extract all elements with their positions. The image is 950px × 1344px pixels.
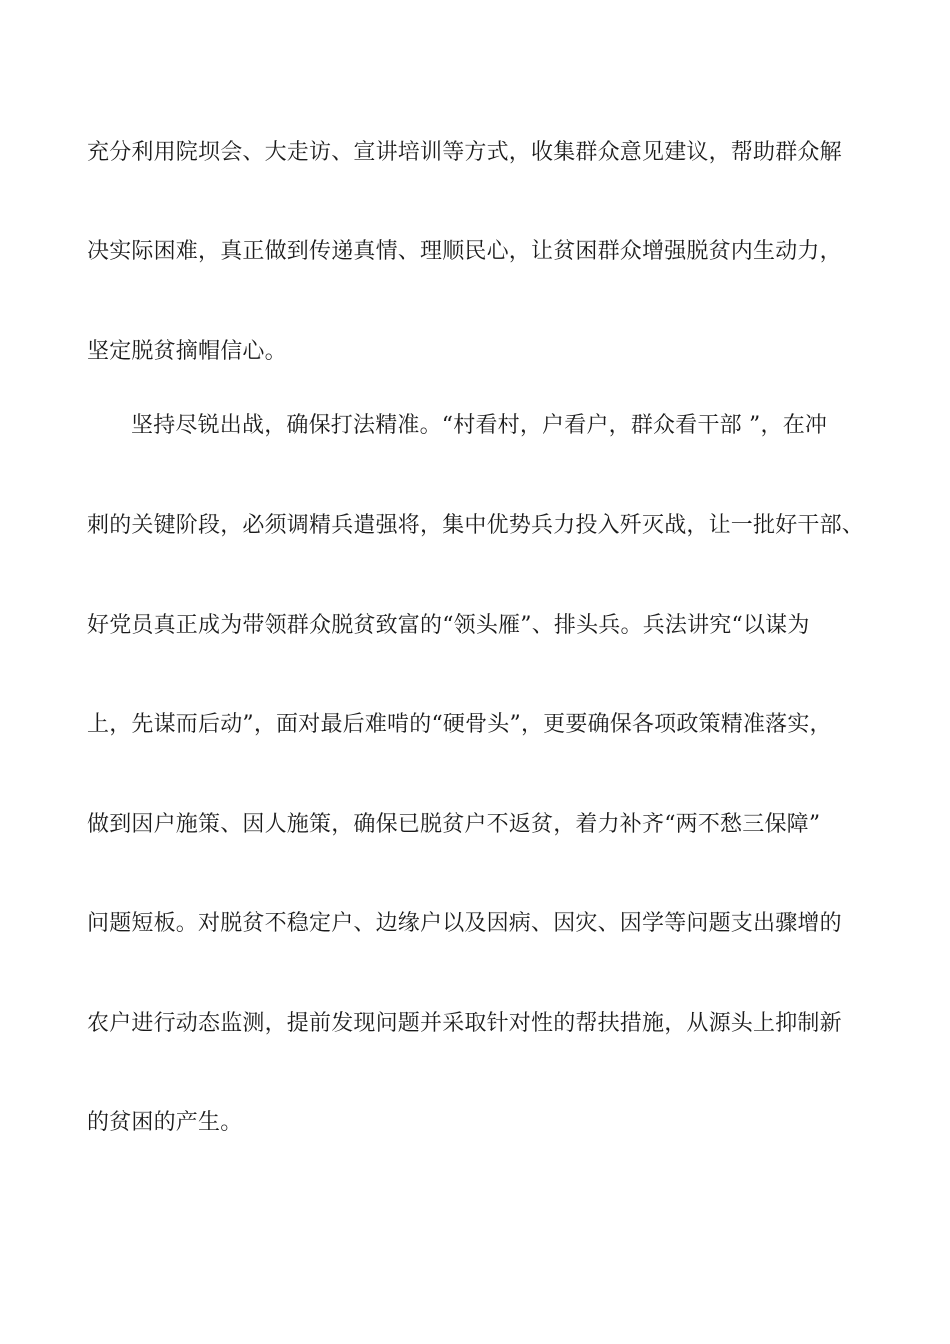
paragraph-2-line-6: 问题短板。对脱贫不稳定户、边缘户以及因病、因灾、因学等问题支出骤增的 <box>87 911 842 936</box>
paragraph-2-line-7: 农户进行动态监测，提前发现问题并采取针对性的帮扶措施，从源头上抑制新 <box>87 1011 842 1036</box>
paragraph-1-line-2: 决实际困难，真正做到传递真情、理顺民心，让贫困群众增强脱贫内生动力， <box>87 239 842 264</box>
paragraph-1-line-3: 坚定脱贫摘帽信心。 <box>87 339 287 364</box>
paragraph-2-line-4: 上，先谋而后动”，面对最后难啃的“硬骨头”，更要确保各项政策精准落实， <box>87 712 832 737</box>
paragraph-2-line-8: 的贫困的产生。 <box>87 1110 243 1135</box>
paragraph-2-line-2: 刺的关键阶段，必须调精兵遣强将，集中优势兵力投入歼灭战，让一批好干部、 <box>87 513 865 538</box>
paragraph-2-line-1: 坚持尽锐出战，确保打法精准。“村看村，户看户，群众看干部 ”，在冲 <box>131 413 828 438</box>
paragraph-2-line-3: 好党员真正成为带领群众脱贫致富的“领头雁”、排头兵。兵法讲究“以谋为 <box>87 613 810 638</box>
paragraph-1-line-1: 充分利用院坝会、大走访、宣讲培训等方式，收集群众意见建议，帮助群众解 <box>87 140 842 165</box>
paragraph-2-line-5: 做到因户施策、因人施策，确保已脱贫户不返贫，着力补齐“两不愁三保障” <box>87 812 821 837</box>
